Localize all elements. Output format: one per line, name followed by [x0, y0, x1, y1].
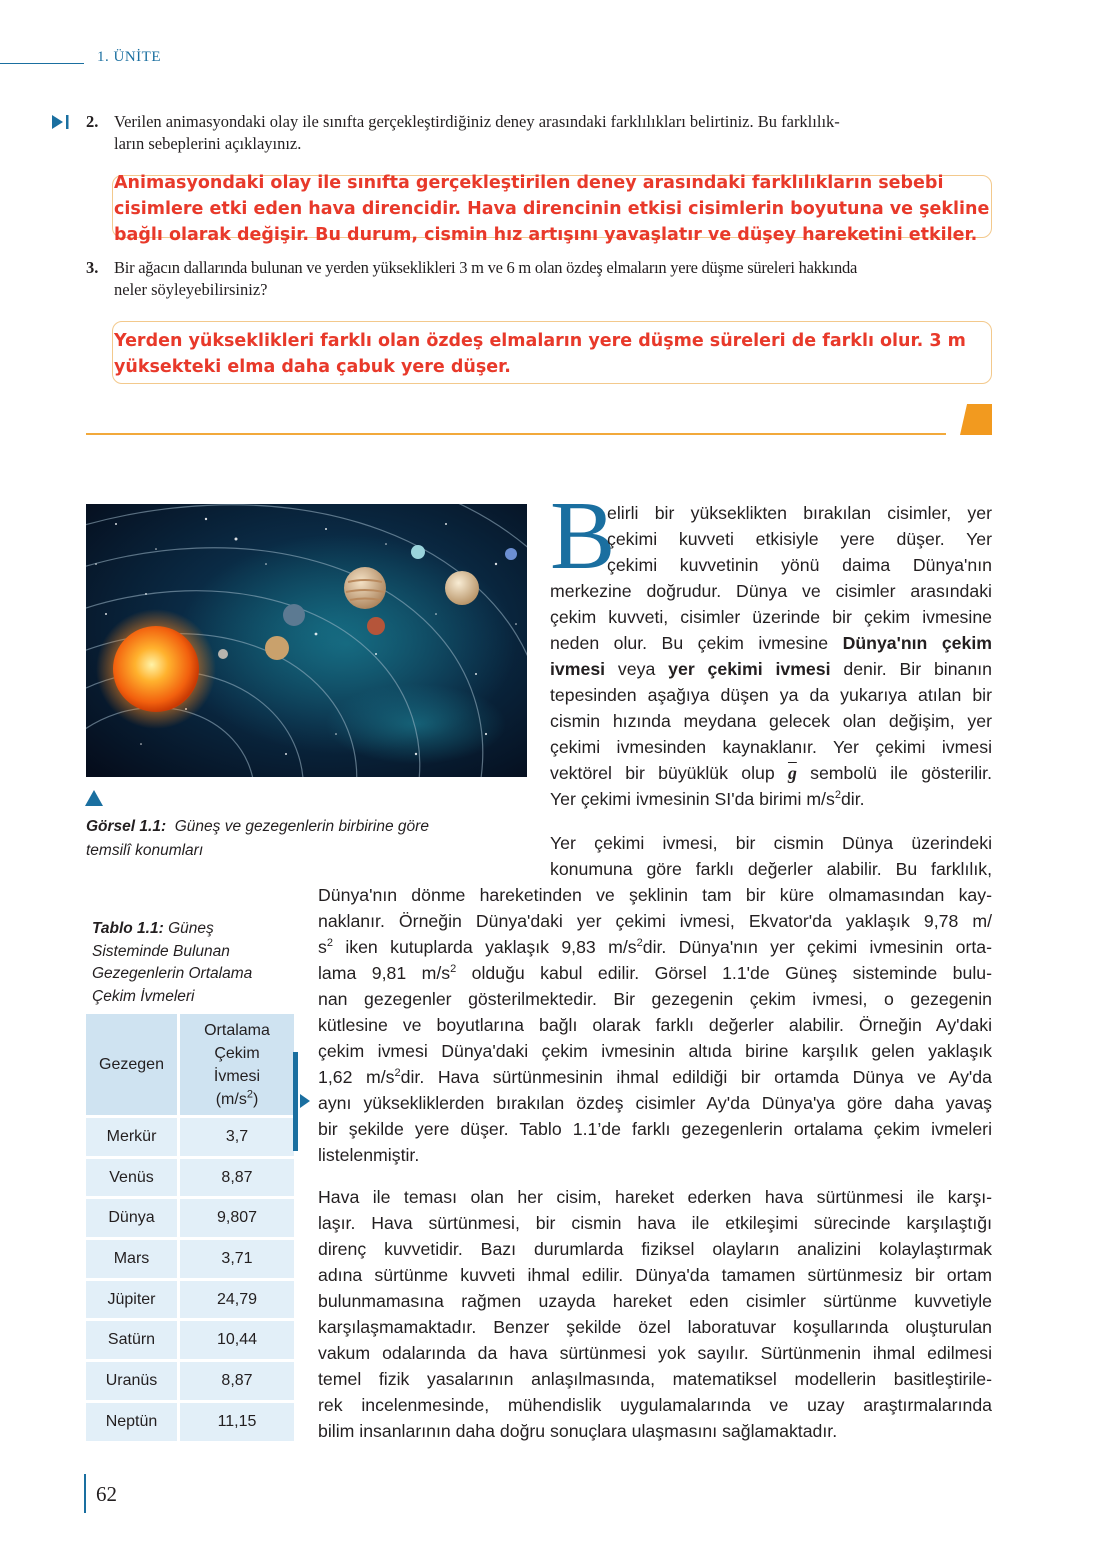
text-line: [550, 786, 992, 812]
text-run: dir. Dünya'nın yer çekimi ivmesinin orta-: [642, 937, 992, 957]
vector-g-symbol: $\overline{g}$: [787, 763, 797, 783]
text-line: direnç kuvvetidir. Bazı durumlarda fiziksel olayların analizini kolaylaştırmak: [318, 1239, 992, 1259]
text-run: denir. Bir binanın: [830, 659, 992, 679]
text-line: temel fizik yasalarının anlaşılmasında, matematiksel modellerin basitleştirile-: [318, 1369, 992, 1389]
exponent: 2: [394, 1067, 401, 1080]
figure-caption: [86, 815, 506, 863]
text-run: s: [318, 937, 327, 957]
paragraph-2: [318, 882, 992, 1168]
table-reference-bracket: [293, 1052, 298, 1151]
table-row: [86, 1118, 294, 1159]
planet-cell: Mars: [86, 1240, 180, 1281]
unit-rule: [0, 63, 84, 64]
text-line: bir şekilde yere düşer. Tablo 1.1’de farklı gezegenlerin ortalama çekim ivmeleri: [318, 1119, 992, 1139]
question-3: [86, 257, 994, 301]
value-cell: 8,87: [180, 1362, 294, 1403]
text-line: Dünya'nın dönme hareketinden ve şeklinin tam bir küre olmamasından kay-: [318, 885, 992, 905]
text-run: vektörel bir büyüklük olup: [550, 763, 788, 783]
key-term: ivmesi: [550, 659, 606, 679]
header-unit-exponent: 2: [246, 1088, 253, 1101]
text-line: aynı yüksekliklerden bırakılan özdeş cisimler Ay'da Dünya'ya göre daha yavaş: [318, 1093, 992, 1113]
value-cell: 24,79: [180, 1281, 294, 1322]
header-unit: (m/s: [215, 1090, 247, 1108]
paragraph-2-start: [550, 830, 992, 882]
figure-caption-label: Görsel 1.1:: [86, 818, 167, 835]
table-caption-text: Gezegenlerin Ortalama: [92, 965, 253, 982]
table-caption: [92, 918, 292, 1008]
text-run: olduğu kabul edilir. Görsel 1.1'de Güneş sisteminde bulu-: [456, 963, 992, 983]
question-2: [86, 111, 994, 155]
table-row: [86, 1362, 294, 1403]
text-line: karşılaşmamaktadır. Benzer şekilde özel laboratuvar koşullarında oluşturulan: [318, 1317, 992, 1337]
text-run: 1,62 m/s: [318, 1067, 395, 1087]
text-run: neden olur. Bu çekim ivmesine: [550, 633, 843, 653]
text-line: laşır. Hava sürtünmesi, bir cismin hava ile etkileşimi sürecinde karşılaştığı: [318, 1213, 992, 1233]
exponent: 2: [636, 937, 643, 950]
text-line: nan gezegenler gösterilmektedir. Bir gezegenin çekim ivmesi, o gezegenin: [318, 989, 992, 1009]
table-row: [86, 1199, 294, 1240]
question-number: 3.: [86, 258, 99, 277]
text-line: bilim insanlarının daha doğru sonuçlara ulaşmasını sağlamaktadır.: [318, 1421, 838, 1441]
table-header-cell: Gezegen: [86, 1014, 180, 1118]
triangle-pointer-icon: [85, 790, 103, 806]
table-row: [86, 1281, 294, 1322]
text-line: çekim kuvveti, cisimler üzerinde bir çekim ivmesine: [550, 607, 992, 627]
planet-cell: Jüpiter: [86, 1281, 180, 1322]
gravity-table: [86, 1014, 294, 1444]
text-line: bulunmamasına rağmen uzayda hareket eden cisimler sürtünme kuvvetiyle: [318, 1291, 992, 1311]
text-line: adına sürtünme kuvveti ihmal edilir. Dünya'da tamamen sürtünmesiz bir ortam: [318, 1265, 992, 1285]
question-number: 2.: [86, 112, 99, 131]
value-cell: 3,7: [180, 1118, 294, 1159]
section-tab: [960, 404, 992, 435]
answer-text: [114, 170, 994, 248]
question-line: Bir ağacın dallarında bulunan ve yerden yükseklikleri 3 m ve 6 m olan özdeş elmaların yere düşme süreleri hakkında: [114, 258, 858, 277]
text-line: [550, 630, 992, 656]
text-line: rek incelenmesinde, mühendislik uygulamalarında ve uzay araştırmalarında: [318, 1395, 992, 1415]
answer-line: Animasyondaki olay ile sınıfta gerçekleştirilen deney arasındaki farklılıkların sebebi: [114, 173, 944, 193]
text-line: merkezine doğrudur. Dünya ve cisimler arasındaki: [550, 581, 992, 601]
figure-caption-text: Güneş ve gezegenlerin birbirine göre: [174, 818, 429, 835]
paragraph-1: [550, 578, 992, 812]
header-line: İvmesi: [213, 1067, 261, 1085]
planet-cell: Venüs: [86, 1159, 180, 1200]
text-run: dir. Hava sürtünmesinin ihmal edildiği bir ortamda Dünya ve Ay'da: [400, 1067, 992, 1087]
exponent: 2: [450, 963, 457, 976]
unit-label: 1. ÜNİTE: [97, 49, 161, 65]
value-cell: 9,807: [180, 1199, 294, 1240]
table-header-cell: [180, 1014, 294, 1118]
answer-line: bağlı olarak değişir. Bu durum, cismin hız artışını yavaşlatır ve düşey hareketini etkiler.: [114, 225, 978, 245]
answer-line: cisimlere etki eden hava direncidir. Hava direncinin etkisi cisimlerin boyutuna ve şekline: [114, 199, 990, 219]
text-line: konumuna göre farklı değerler alabilir. Bu farklılık,: [550, 859, 992, 879]
table-row: [86, 1403, 294, 1444]
planet-cell: Neptün: [86, 1403, 180, 1444]
planet-cell: Merkür: [86, 1118, 180, 1159]
table-caption-text: Çekim İvmeleri: [92, 987, 195, 1005]
solar-system-image: [86, 504, 527, 777]
text-line: [318, 960, 992, 986]
exponent: 2: [834, 789, 841, 802]
table-caption-text: Güneş: [168, 920, 214, 937]
text-run: lama 9,81 m/s: [318, 963, 451, 983]
play-icon[interactable]: [52, 114, 70, 130]
text-line: listelenmiştir.: [318, 1145, 420, 1165]
figure-caption-text: temsilî konumları: [86, 842, 204, 859]
text-run: dir.: [840, 789, 865, 809]
paragraph-3: [318, 1184, 992, 1444]
answer-line: Yerden yükseklikleri farklı olan özdeş elmaların yere düşme süreleri de farklı olur. 3 m: [114, 331, 966, 351]
text-line: kütlesine ve boyutlarına bağlı olarak farklı değerler alabilir. Örneğin Ay'daki: [318, 1015, 992, 1035]
table-row: [86, 1240, 294, 1281]
value-cell: 3,71: [180, 1240, 294, 1281]
text-run: veya: [605, 659, 669, 679]
key-term: Dünya'nın çekim: [842, 633, 992, 653]
header-line: Çekim: [214, 1044, 260, 1062]
table-header-row: [86, 1014, 294, 1118]
header-line: Ortalama: [204, 1021, 270, 1039]
question-line: Verilen animasyondaki olay ile sınıfta gerçekleştirdiğiniz deney arasındaki farklılıkları belirtiniz. Bu farklılık-: [114, 112, 840, 131]
question-line: neler söyleyebilirsiniz?: [114, 280, 268, 299]
value-cell: 8,87: [180, 1159, 294, 1200]
text-run: sembolü ile gösterilir.: [796, 763, 992, 783]
page-number: 62: [96, 1482, 117, 1506]
value-cell: 10,44: [180, 1321, 294, 1362]
text-line: naklanır. Örneğin Dünya'daki yer çekimi ivmesi, Ekvator'da yaklaşık 9,78 m/: [318, 911, 992, 931]
key-term: yer çekimi ivmesi: [668, 659, 831, 679]
table-caption-text: Sisteminde Bulunan: [92, 942, 230, 960]
paragraph-1-intro: [607, 500, 992, 578]
value-cell: 11,15: [180, 1403, 294, 1444]
planet-cell: Dünya: [86, 1199, 180, 1240]
header-unit-close: ): [252, 1090, 259, 1108]
text-line: çekim ivmesi Dünya'daki çekim ivmesinin altıda birine karşılık gelen yaklaşık: [318, 1041, 992, 1061]
text-line: çekimi kuvvetinin yönü daima Dünya'nın: [607, 555, 992, 575]
text-run: iken kutuplarda yaklaşık 9,83 m/s: [332, 937, 637, 957]
text-run: Yer çekimi ivmesinin SI'da birimi m/s: [550, 789, 835, 809]
drop-cap: B: [550, 482, 616, 590]
text-line: [550, 656, 992, 682]
arrow-right-icon: [300, 1094, 310, 1108]
text-line: [318, 1064, 992, 1090]
table-row: [86, 1159, 294, 1200]
text-line: [550, 760, 992, 786]
table-row: [86, 1321, 294, 1362]
text-line: elirli bir yükseklikten bırakılan cisimler, yer: [607, 503, 992, 523]
exponent: 2: [326, 937, 333, 950]
text-line: [318, 934, 992, 960]
page-number-rule: [84, 1474, 86, 1513]
text-line: Hava ile teması olan her cisim, hareket ederken hava sürtünmesi ile karşı-: [318, 1187, 992, 1207]
question-line: ların sebeplerini açıklayınız.: [114, 134, 302, 153]
planet-cell: Satürn: [86, 1321, 180, 1362]
section-divider: [86, 433, 946, 435]
table-caption-label: Tablo 1.1:: [92, 920, 164, 937]
text-line: çekimi ivmesinden kaynaklanır. Yer çekimi ivmesi: [550, 737, 992, 757]
planet-cell: Uranüs: [86, 1362, 180, 1403]
answer-text: [114, 328, 994, 380]
text-line: Yer çekimi ivmesi, bir cismin Dünya üzerindeki: [550, 833, 992, 853]
answer-line: yüksekteki elma daha çabuk yere düşer.: [114, 357, 511, 377]
text-line: çekimi kuvveti etkisiyle yere düşer. Yer: [607, 529, 992, 549]
text-line: cismin hızında meydana gelecek olan değişim, yer: [550, 711, 992, 731]
text-line: tepesinden aşağıya düşen ya da yukarıya atılan bir: [550, 685, 992, 705]
text-line: vakum odalarında da hava sürtünmesi yok sayılır. Sürtünmenin ihmal edilmesi: [318, 1343, 992, 1363]
